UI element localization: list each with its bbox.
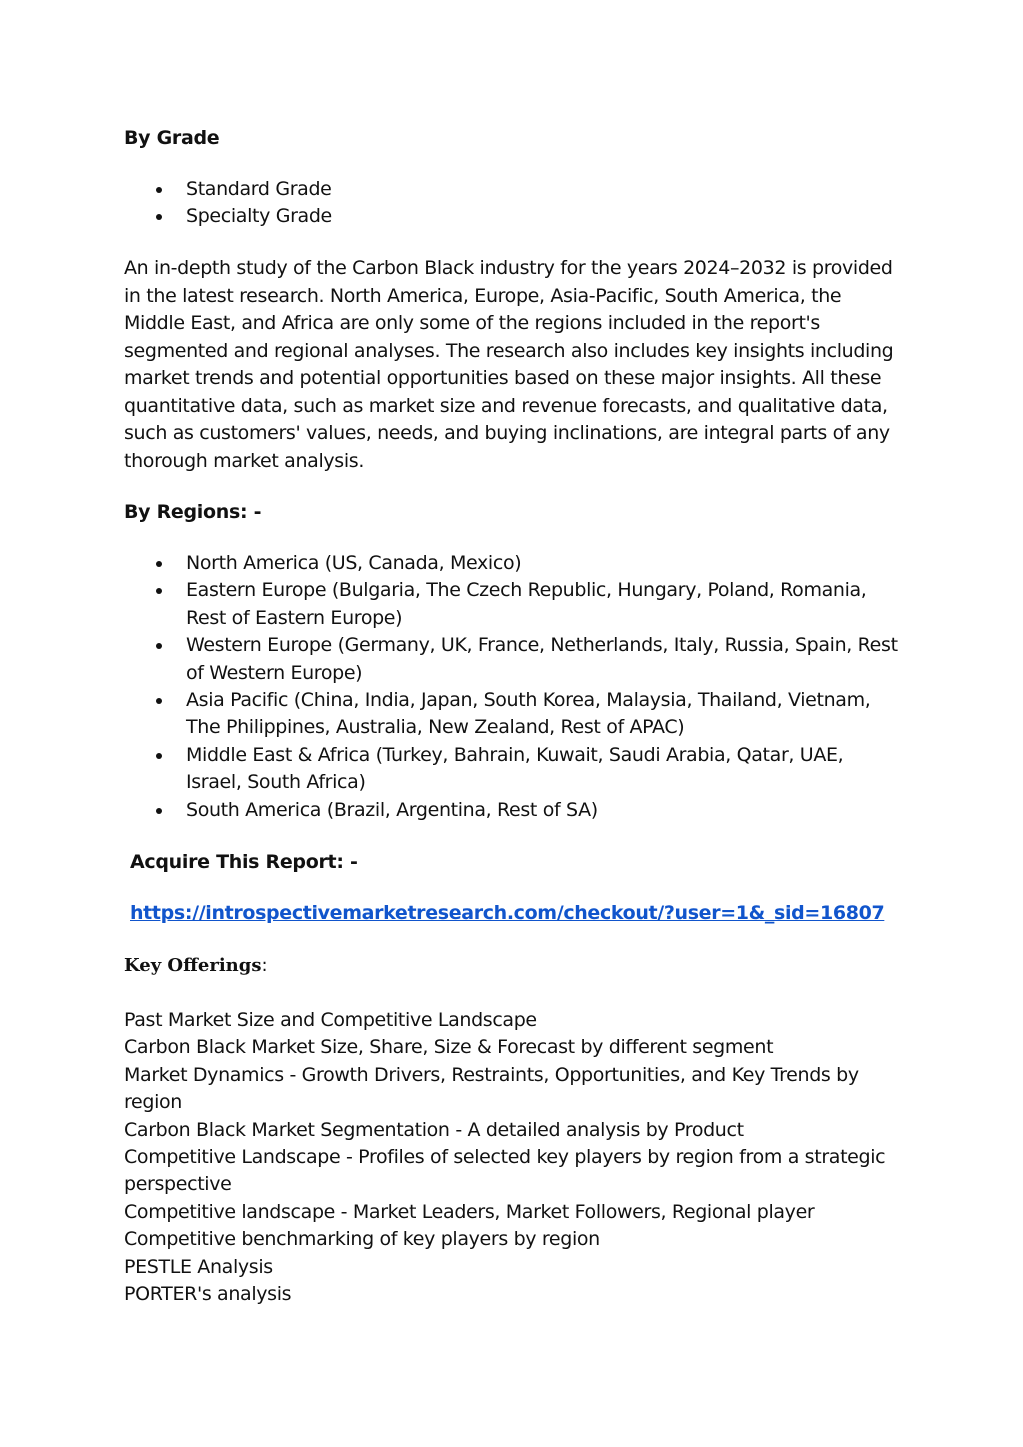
bullet-icon — [156, 698, 162, 704]
key-offerings-colon: : — [261, 955, 268, 976]
list-item — [124, 632, 904, 687]
list-item: Market Dynamics - Growth Drivers, Restraints, Opportunities, and Key Trends by region — [124, 1063, 859, 1114]
list-item — [124, 687, 904, 742]
list-item-text: Eastern Europe (Bulgaria, The Czech Republic, Hungary, Poland, Romania, Rest of Eastern Europe) — [186, 579, 867, 629]
list-item: Past Market Size and Competitive Landscape — [124, 1009, 537, 1031]
list-item — [124, 550, 904, 577]
intro-paragraph: An in-depth study of the Carbon Black industry for the years 2024–2032 is provided in the latest research. North America, Europe, Asia-Pacific, South America, the Middle East, and Africa are only some of the regions included in the report's segmented and regional analyses. The research also includes key insights including market trends and potential opportunities based on these major insights. All these quantitative data, such as market size and revenue forecasts, and qualitative data, such as customers' values, needs, and buying inclinations, are integral parts of any thorough market analysis. — [124, 257, 894, 472]
list-item-text: North America (US, Canada, Mexico) — [186, 552, 522, 574]
list-item-text: Western Europe (Germany, UK, France, Netherlands, Italy, Russia, Spain, Rest of Western Europe) — [186, 634, 898, 684]
acquire-heading: Acquire This Report: - — [130, 851, 358, 873]
list-item: Competitive Landscape - Profiles of selected key players by region from a strategic perspective — [124, 1146, 886, 1196]
key-offerings-list — [124, 1007, 904, 1308]
bullet-icon — [156, 214, 162, 220]
grade-heading: By Grade — [124, 127, 220, 149]
checkout-link[interactable]: https://introspectivemarketresearch.com/checkout/?user=1&_sid=16807 — [130, 902, 885, 924]
list-item-text: South America (Brazil, Argentina, Rest of SA) — [186, 798, 598, 821]
bullet-icon — [156, 753, 162, 759]
list-item: PESTLE Analysis — [124, 1255, 273, 1278]
list-item — [124, 797, 904, 824]
list-item-text: Standard Grade — [186, 178, 332, 200]
key-offerings-title: Key Offerings — [124, 955, 262, 976]
list-item — [124, 176, 904, 203]
grade-list — [124, 176, 904, 231]
bullet-icon — [156, 643, 162, 649]
list-item-text: Specialty Grade — [186, 205, 332, 228]
key-offerings-heading — [124, 952, 268, 979]
list-item: Competitive benchmarking of key players by region — [124, 1228, 600, 1251]
list-item — [124, 203, 904, 230]
list-item: PORTER's analysis — [124, 1283, 292, 1306]
list-item: Competitive landscape - Market Leaders, Market Followers, Regional player — [124, 1200, 815, 1223]
list-item: Carbon Black Market Segmentation - A detailed analysis by Product — [124, 1118, 744, 1141]
bullet-icon — [156, 808, 162, 814]
bullet-icon — [156, 187, 162, 193]
list-item — [124, 742, 904, 797]
list-item — [124, 577, 904, 632]
bullet-icon — [156, 588, 162, 594]
list-item-text: Middle East & Africa (Turkey, Bahrain, Kuwait, Saudi Arabia, Qatar, UAE, Israel, South Africa) — [186, 743, 844, 794]
regions-heading: By Regions: - — [124, 501, 262, 523]
regions-list — [124, 550, 904, 824]
bullet-icon — [156, 561, 162, 567]
list-item: Carbon Black Market Size, Share, Size & Forecast by different segment — [124, 1036, 774, 1059]
list-item-text: Asia Pacific (China, India, Japan, South Korea, Malaysia, Thailand, Vietnam, The Philippines, Australia, New Zealand, Rest of APAC) — [186, 689, 871, 739]
